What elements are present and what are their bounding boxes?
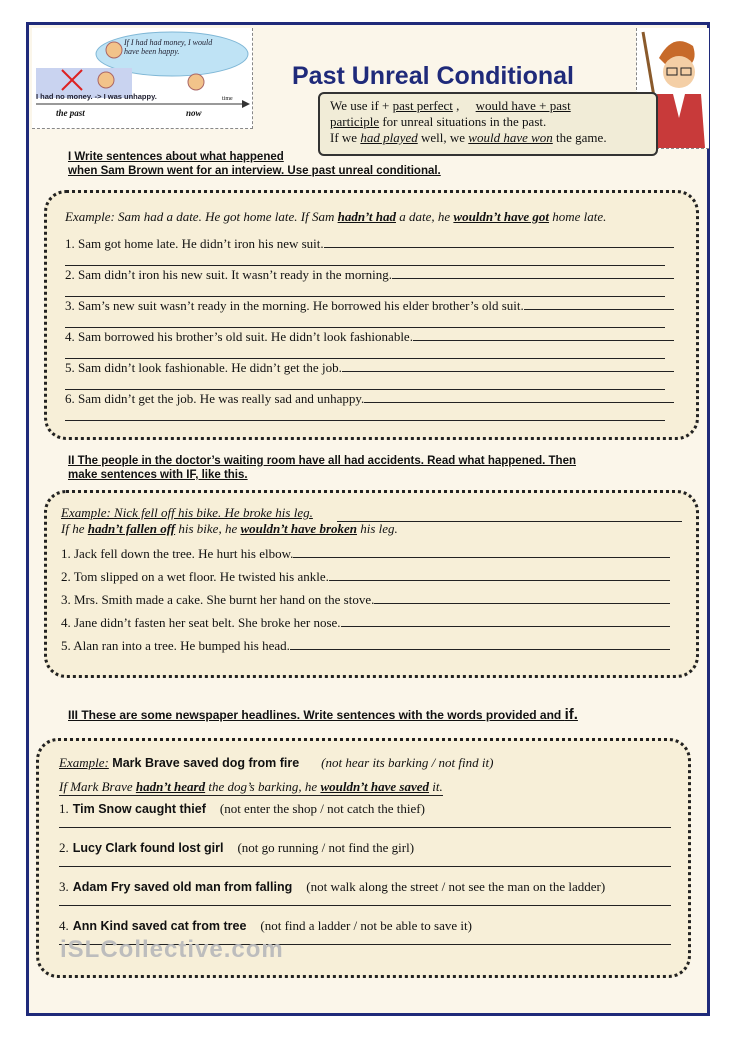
rule-line-3 — [330, 130, 646, 146]
example-text: If Mark Brave — [59, 779, 136, 794]
answer-blank[interactable] — [341, 614, 670, 627]
watermark-logo: iSLCollective.com — [60, 936, 284, 963]
answer-blank[interactable] — [342, 359, 674, 372]
timeline-past-label: the past — [56, 108, 85, 118]
item-number: 4. — [59, 918, 69, 933]
answer-blank[interactable] — [329, 568, 670, 581]
example-key: wouldn’t have got — [453, 209, 549, 224]
exercise-item: 1. Sam got home late. He didn’t iron his new suit. — [65, 235, 674, 252]
section3-heading — [68, 708, 578, 722]
exercise-item: 3. Mrs. Smith made a cake. She burnt her hand on the stove. — [61, 591, 670, 608]
section3-example-answer — [59, 779, 443, 796]
answer-blank[interactable] — [413, 328, 674, 341]
example-text: it. — [429, 779, 443, 794]
item-headline: Lucy Clark found lost girl — [72, 841, 224, 855]
example-key: wouldn’t have saved — [320, 779, 430, 794]
example-headline: Mark Brave saved dog from fire — [108, 756, 300, 770]
section2-heading-line: II The people in the doctor’s waiting room have all had accidents. Read what happened. Then — [68, 455, 576, 467]
exercise-item: 4. Sam borrowed his brother’s old suit. He didn’t look fashionable. — [65, 328, 674, 345]
item-words: (not walk along the street / not see the man on the ladder) — [306, 879, 606, 894]
answer-line[interactable] — [59, 866, 671, 867]
rule-example-had-played: had played — [360, 130, 418, 145]
rule-text: We use if + — [330, 98, 393, 113]
rule-text: well, we — [417, 130, 469, 145]
rule-line-1 — [330, 98, 646, 114]
example-label: Example: — [59, 755, 109, 770]
answer-line[interactable] — [59, 905, 671, 906]
item-words: (not enter the shop / not catch the thief) — [219, 801, 425, 816]
example-text: home late. — [549, 209, 607, 224]
example-text: Example: Nick fell off his bike. He broke his leg. — [61, 505, 313, 520]
item-headline: Adam Fry saved old man from falling — [72, 880, 293, 894]
rule-text: for unreal situations in the past. — [379, 114, 547, 129]
answer-line[interactable] — [59, 827, 671, 828]
example-key: hadn’t fallen off — [87, 521, 176, 536]
exercise-item: 3. Sam’s new suit wasn’t ready in the morning. He borrowed his elder brother’s old suit. — [65, 297, 674, 314]
example-text: a date, he — [396, 209, 454, 224]
answer-blank[interactable] — [324, 235, 674, 248]
example-key: hadn’t heard — [135, 779, 206, 794]
rule-participle: participle — [330, 114, 380, 129]
section1-heading-line: I Write sentences about what happened — [68, 151, 284, 163]
rule-example-would-have-won: would have won — [468, 130, 553, 145]
example-text: If he — [61, 521, 88, 536]
answer-blank[interactable] — [293, 545, 670, 558]
exercise-item: 6. Sam didn’t get the job. He was really sad and unhappy. — [65, 390, 674, 407]
example-words: (not hear its barking / not find it) — [321, 755, 494, 770]
item-headline: Ann Kind saved cat from tree — [72, 919, 247, 933]
item-number: 3. — [59, 879, 69, 894]
answer-blank[interactable] — [290, 637, 670, 650]
exercise-item: 2. Tom slipped on a wet floor. He twisted his ankle. — [61, 568, 670, 585]
exercise-item: 2. Sam didn’t iron his new suit. It wasn’t ready in the morning. — [65, 266, 674, 283]
answer-blank[interactable] — [374, 591, 670, 604]
example-text: Example: Sam had a date. He got home late. If Sam — [65, 209, 338, 224]
timeline-illustration — [32, 28, 253, 129]
item-headline: Tim Snow caught thief — [72, 802, 206, 816]
answer-blank[interactable] — [364, 390, 674, 403]
headline-item — [59, 879, 605, 895]
item-words: (not find a ladder / not be able to save it) — [260, 918, 472, 933]
section1-heading — [68, 150, 441, 178]
rule-past-perfect: past perfect — [392, 98, 453, 113]
timeline-now-label: now — [186, 108, 202, 118]
exercise-item: 5. Alan ran into a tree. He bumped his head. — [61, 637, 670, 654]
section2-heading — [68, 454, 576, 482]
example-key: hadn’t had — [337, 209, 396, 224]
rule-text: , — [452, 98, 476, 113]
grammar-rule-box — [318, 92, 658, 156]
answer-blank[interactable] — [392, 266, 674, 279]
timeline-time-label: time — [222, 96, 233, 102]
page-title: Past Unreal Conditional — [292, 62, 574, 90]
example-text: the dog’s barking, he — [205, 779, 321, 794]
timeline-bottom-text: I had no money. -> I was unhappy. — [36, 92, 157, 101]
item-number: 2. — [59, 840, 69, 855]
section2-example-answer — [61, 521, 398, 537]
example-text: his leg. — [357, 521, 398, 536]
rule-would-have: would have + past — [475, 98, 571, 113]
example-text: his bike, he — [175, 521, 241, 536]
section1-panel — [44, 190, 699, 440]
answer-blank[interactable] — [524, 297, 674, 310]
section2-panel — [44, 490, 699, 678]
section2-heading-line: make sentences with IF, like this. — [68, 469, 248, 481]
item-words: (not go running / not find the girl) — [237, 840, 415, 855]
exercise-item: 5. Sam didn’t look fashionable. He didn’t get the job. — [65, 359, 674, 376]
section1-heading-line: when Sam Brown went for an interview. Use past unreal conditional. — [68, 165, 441, 177]
rule-line-2 — [330, 114, 646, 130]
item-number: 1. — [59, 801, 69, 816]
timeline-bubble-text: If I had had money, I would have been happy. — [124, 38, 213, 56]
rule-text: If we — [330, 130, 361, 145]
exercise-item: 1. Jack fell down the tree. He hurt his elbow. — [61, 545, 670, 562]
exercise-item: 4. Jane didn’t fasten her seat belt. She broke her nose. — [61, 614, 670, 631]
answer-line[interactable] — [65, 420, 665, 421]
example-key: wouldn’t have broken — [240, 521, 357, 536]
section1-example — [65, 209, 606, 225]
section2-example — [61, 505, 313, 521]
rule-text: the game. — [552, 130, 607, 145]
section3-heading-if: if. — [564, 706, 578, 723]
section3-heading-text: III These are some newspaper headlines. Write sentences with the words provided and — [68, 708, 565, 722]
headline-item — [59, 840, 414, 856]
section3-example — [59, 755, 493, 771]
headline-item — [59, 801, 425, 817]
headline-item — [59, 918, 472, 934]
